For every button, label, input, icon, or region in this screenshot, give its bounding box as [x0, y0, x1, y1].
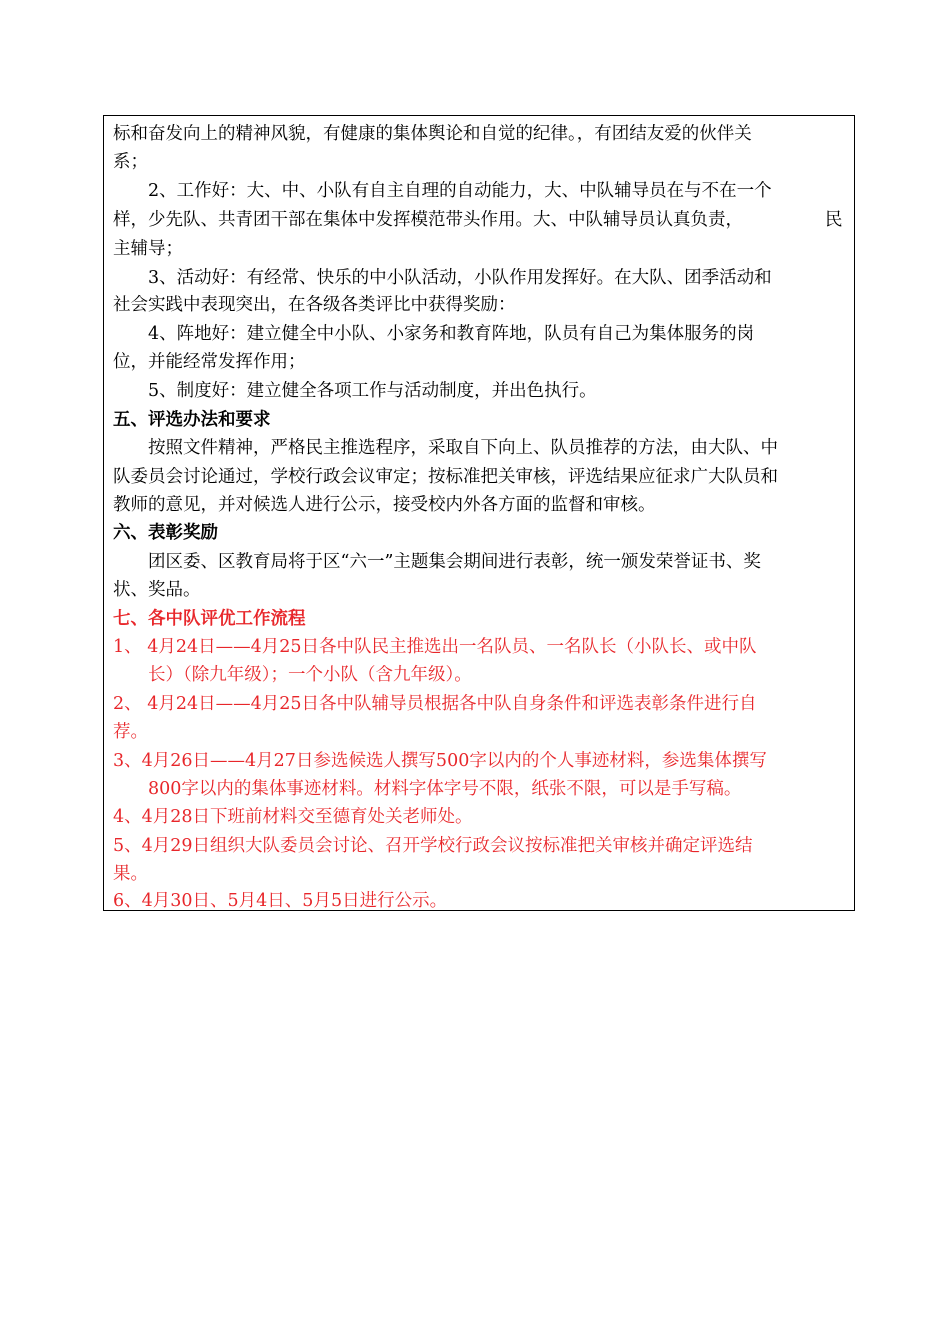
list-item: 3、4月26日——4月27日参选候选人撰写500字以内的个人事迹材料，参选集体撰写: [113, 751, 767, 771]
text-line: 3、活动好：有经常、快乐的中小队活动，小队作用发挥好。在大队、团季活动和: [148, 268, 772, 288]
list-item-cont: 荐。: [113, 722, 148, 742]
text-line: 状、奖品。: [113, 580, 201, 600]
text-line: 教师的意见，并对候选人进行公示，接受校内外各方面的监督和审核。: [113, 495, 656, 515]
section-heading: 七、各中队评优工作流程: [113, 609, 306, 629]
text-line: 按照文件精神，严格民主推选程序，采取自下向上、队员推荐的方法，由大队、中: [148, 438, 778, 458]
section-heading: 六、表彰奖励: [113, 523, 218, 543]
text-line: 2、工作好：大、中、小队有自主自理的自动能力，大、中队辅导员在与不在一个: [148, 181, 772, 201]
list-item: 5、4月29日组织大队委员会讨论、召开学校行政会议按标准把关审核并确定评选结: [113, 836, 753, 856]
list-item: 1、 4月24日——4月25日各中队民主推选出一名队员、一名队长（小队长、或中队: [113, 637, 757, 657]
text-line: 4、阵地好：建立健全中小队、小家务和教育阵地，队员有自己为集体服务的岗: [148, 324, 755, 344]
text-line: 系；: [113, 152, 148, 172]
text-line: 民: [825, 210, 843, 230]
text-line: 队委员会讨论通过，学校行政会议审定；按标准把关审核，评选结果应征求广大队员和: [113, 467, 778, 487]
text-line: 样，少先队、共青团干部在集体中发挥模范带头作用。大、中队辅导员认真负责，: [113, 210, 743, 230]
section-heading: 五、评选办法和要求: [113, 410, 271, 430]
list-item-cont: 果。: [113, 864, 148, 884]
list-item-cont: 800字以内的集体事迹材料。材料字体字号不限，纸张不限，可以是手写稿。: [148, 779, 742, 799]
text-line: 5、制度好：建立健全各项工作与活动制度，并出色执行。: [148, 381, 597, 401]
text-line: 团区委、区教育局将于区“六一”主题集会期间进行表彰，统一颁发荣誉证书、奖: [148, 552, 761, 572]
list-item: 4、4月28日下班前材料交至德育处关老师处。: [113, 807, 473, 827]
text-line: 位，并能经常发挥作用；: [113, 352, 306, 372]
list-item-cont: 长）（除九年级）；一个小队（含九年级）。: [148, 665, 472, 685]
list-item: 2、 4月24日——4月25日各中队辅导员根据各中队自身条件和评选表彰条件进行自: [113, 694, 757, 714]
list-item: 6、4月30日、5月4日、5月5日进行公示。: [113, 891, 448, 911]
text-line: 社会实践中表现突出，在各级各类评比中获得奖励：: [113, 295, 516, 315]
text-line: 标和奋发向上的精神风貌，有健康的集体舆论和自觉的纪律。，有团结友爱的伙伴关: [113, 124, 752, 144]
text-line: 主辅导；: [113, 239, 183, 259]
